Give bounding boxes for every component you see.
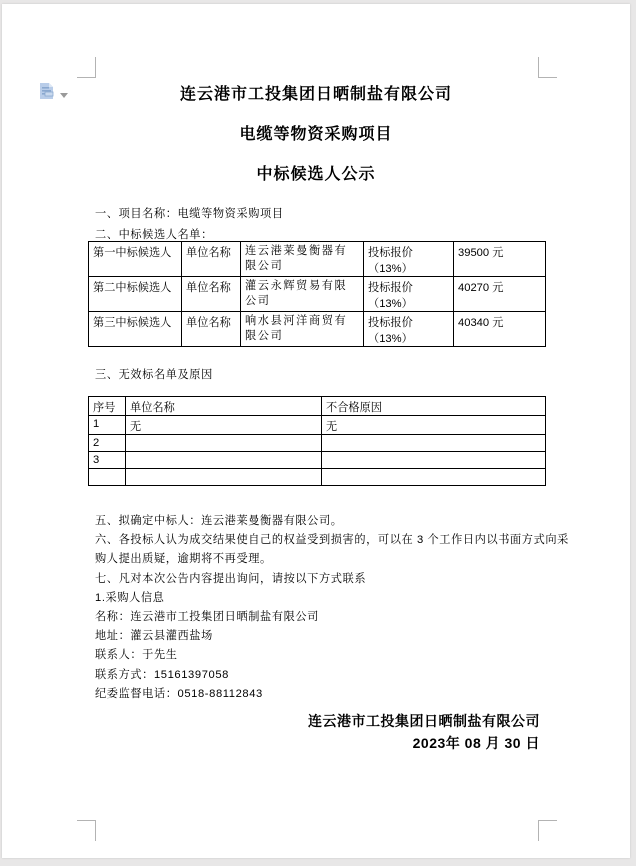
- candidate-rank-cell: 第三中标候选人: [89, 312, 182, 347]
- doc-title-announcement: 中标候选人公示: [256, 166, 376, 183]
- table-row: [89, 312, 546, 347]
- unit-name-cell: 无: [126, 416, 322, 435]
- signature-date: 2023年 08 月 30 日: [412, 735, 540, 751]
- bid-price-label-cell: 投标报价（13%）: [364, 277, 454, 312]
- reason-cell: [322, 452, 546, 469]
- bid-price-label-cell: 投标报价（13%）: [364, 242, 454, 277]
- para-line: 纪委监督电话：0518-88112843: [95, 687, 263, 700]
- doc-title-company: 连云港市工投集团日晒制盐有限公司: [179, 86, 452, 103]
- section-2-candidates: 二、中标候选人名单：: [95, 229, 213, 241]
- reason-cell: 无: [322, 416, 546, 435]
- reason-cell: [322, 469, 546, 486]
- signature-company: 连云港市工投集团日晒制盐有限公司: [308, 713, 540, 729]
- table-row: [89, 242, 546, 277]
- margin-crop-mark-bottom-left: [77, 820, 96, 841]
- para-line: 六、各投标人认为成交结果使自己的权益受到损害的，可以在 3 个工作日内以书面方式向采: [95, 534, 569, 547]
- company-name-cell: 响水县河洋商贸有限公司: [241, 312, 364, 347]
- table-row: [89, 416, 546, 435]
- seq-cell: 1: [89, 416, 126, 435]
- table-row: [89, 469, 546, 486]
- unit-name-label-cell: 单位名称: [182, 242, 241, 277]
- company-name-cell: 连云港莱曼衡器有限公司: [241, 242, 364, 277]
- header-reason: 不合格原因: [322, 397, 546, 416]
- candidate-rank-cell: 第二中标候选人: [89, 277, 182, 312]
- company-name-cell: 灌云永辉贸易有限公司: [241, 277, 364, 312]
- bid-candidates-table: [88, 241, 546, 347]
- para-line: 地址：灌云县灌西盐场: [95, 630, 213, 643]
- para-line: 七、凡对本次公告内容提出询问，请按以下方式联系: [95, 572, 367, 585]
- candidate-rank-cell: 第一中标候选人: [89, 242, 182, 277]
- unit-name-cell: [126, 452, 322, 469]
- para-line: 五、拟确定中标人：连云港莱曼衡器有限公司。: [95, 515, 343, 527]
- para-line: 联系人：于先生: [95, 649, 178, 662]
- para-line: 1.采购人信息: [95, 591, 165, 604]
- seq-cell: [89, 469, 126, 486]
- body-paragraphs: [95, 512, 569, 704]
- bid-price-cell: 39500 元: [454, 242, 546, 277]
- bid-price-cell: 40340 元: [454, 312, 546, 347]
- table-row: [89, 452, 546, 469]
- margin-crop-mark-bottom-right: [538, 820, 557, 841]
- para-line: 联系方式：15161397058: [95, 668, 229, 681]
- header-seq: 序号: [89, 397, 126, 416]
- table-row: [89, 435, 546, 452]
- header-unit-name: 单位名称: [126, 397, 322, 416]
- seq-cell: 3: [89, 452, 126, 469]
- unit-name-cell: [126, 435, 322, 452]
- document-page: [2, 4, 630, 858]
- bid-price-cell: 40270 元: [454, 277, 546, 312]
- para-line: 名称：连云港市工投集团日晒制盐有限公司: [95, 611, 319, 624]
- table-header-row: [89, 397, 546, 416]
- signature-block: [308, 710, 540, 754]
- doc-title-project: 电缆等物资采购项目: [239, 126, 393, 143]
- table-row: [89, 277, 546, 312]
- bid-price-label-cell: 投标报价（13%）: [364, 312, 454, 347]
- margin-crop-mark-top-right: [538, 57, 557, 78]
- reason-cell: [322, 435, 546, 452]
- unit-name-cell: [126, 469, 322, 486]
- margin-crop-mark-top-left: [77, 57, 96, 78]
- para-line: 购人提出质疑，逾期将不再受理。: [95, 553, 272, 566]
- unit-name-label-cell: 单位名称: [182, 277, 241, 312]
- seq-cell: 2: [89, 435, 126, 452]
- invalid-bids-table: [88, 396, 546, 486]
- unit-name-label-cell: 单位名称: [182, 312, 241, 347]
- section-1-project-name: 一、项目名称：电缆等物资采购项目: [95, 208, 284, 220]
- section-3-invalid-bids: 三、无效标名单及原因: [95, 369, 213, 381]
